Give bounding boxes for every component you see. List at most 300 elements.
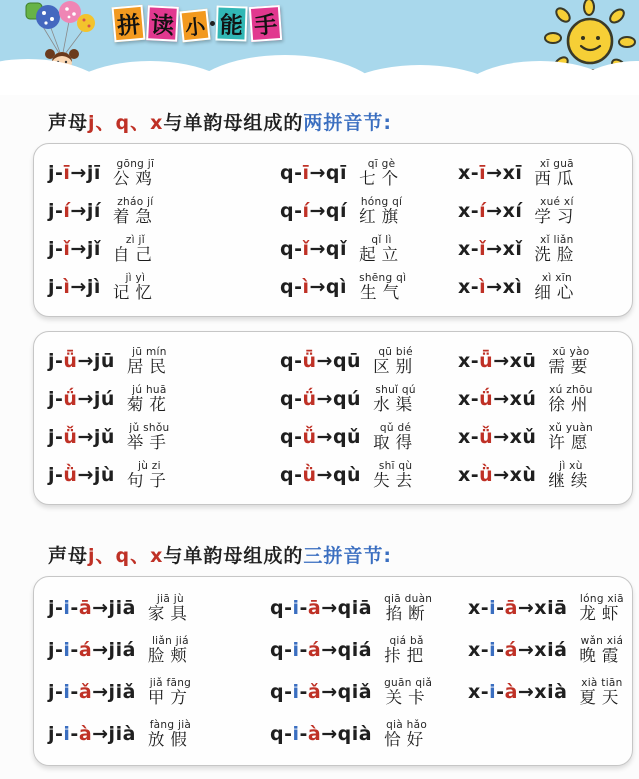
formula-segment: →qú — [316, 388, 362, 410]
vocab-pinyin: xì xīn — [541, 271, 572, 284]
title-separator-dot — [210, 21, 215, 26]
pinyin-cell — [270, 587, 468, 629]
syllable-formula — [48, 350, 115, 372]
syllable-formula — [280, 350, 361, 372]
formula-segment: ǐ — [479, 238, 487, 260]
vocab-hanzi: 放假 — [147, 730, 193, 749]
pinyin-cell — [458, 230, 634, 268]
vocab-word — [113, 273, 158, 302]
formula-segment: ī — [479, 162, 487, 184]
formula-segment: x- — [468, 597, 490, 619]
vocab-pinyin: jì xù — [559, 459, 583, 472]
formula-segment: i — [489, 597, 497, 619]
formula-segment: →qǔ — [316, 426, 362, 448]
formula-segment: →xù — [493, 464, 537, 486]
vocab-hanzi: 起立 — [359, 245, 405, 264]
pinyin-cell — [270, 713, 468, 755]
formula-segment: →xǐ — [486, 238, 523, 260]
page-header — [0, 0, 639, 95]
vocab-hanzi: 恰好 — [384, 730, 430, 749]
title-tile: 拼 — [112, 5, 146, 43]
pinyin-cell — [270, 629, 468, 671]
pinyin-cell — [48, 671, 270, 713]
formula-segment: i — [292, 639, 300, 661]
pinyin-cell — [48, 587, 270, 629]
heading-segment: 声母 — [48, 545, 89, 567]
syllable-formula — [48, 426, 115, 448]
pinyin-row — [48, 587, 632, 629]
formula-segment: j- — [48, 597, 64, 619]
vocab-pinyin: qià hǎo — [386, 718, 428, 731]
formula-segment: ǎ — [307, 681, 322, 703]
formula-segment: →jú — [77, 388, 115, 410]
syllable-formula — [458, 350, 536, 372]
formula-segment: q- — [270, 597, 293, 619]
formula-segment: á — [504, 639, 518, 661]
vocab-pinyin: lóng xiā — [579, 592, 624, 605]
vocab-pinyin: shī qù — [378, 459, 413, 472]
vocab-hanzi: 红旗 — [359, 207, 405, 226]
vocab-hanzi: 举手 — [126, 433, 172, 452]
formula-segment: j- — [48, 238, 64, 260]
vocab-hanzi: 区别 — [373, 357, 419, 376]
formula-segment: ì — [479, 276, 487, 298]
pinyin-cell — [280, 154, 458, 192]
syllable-formula — [48, 639, 136, 661]
formula-segment: q- — [280, 426, 303, 448]
vocab-word — [127, 423, 172, 452]
pinyin-row — [48, 230, 632, 268]
formula-segment: - — [70, 723, 79, 745]
syllable-formula — [280, 388, 361, 410]
syllable-formula — [458, 200, 522, 222]
vocab-word — [148, 720, 193, 749]
formula-segment: i — [63, 723, 71, 745]
vocab-word — [534, 197, 579, 226]
formula-segment: - — [496, 681, 505, 703]
formula-segment: j- — [48, 388, 64, 410]
vocab-pinyin: liǎn jiá — [151, 634, 189, 647]
vocab-pinyin: xué xí — [540, 195, 574, 208]
vocab-word — [579, 636, 624, 665]
vocab-pinyin: jiā jù — [156, 592, 184, 605]
formula-segment: →qū — [316, 350, 362, 372]
pinyin-cell — [48, 456, 280, 494]
formula-segment: ǘ — [63, 388, 78, 410]
vocab-word — [127, 385, 172, 414]
vocab-word — [127, 347, 172, 376]
vocab-word — [373, 347, 418, 376]
syllable-formula — [280, 238, 347, 260]
vocab-pinyin: jǔ shǒu — [129, 421, 170, 434]
pinyin-cell — [48, 380, 280, 418]
formula-segment: i — [63, 639, 71, 661]
syllable-formula — [270, 639, 372, 661]
pinyin-row — [48, 268, 632, 306]
heading-segment: 两拼音节: — [303, 112, 393, 134]
vocab-hanzi: 洗脸 — [534, 245, 580, 264]
vocab-hanzi: 记忆 — [112, 283, 158, 302]
formula-segment: →xǔ — [493, 426, 537, 448]
formula-segment: ā — [78, 597, 93, 619]
syllable-formula — [48, 276, 101, 298]
formula-segment: →jū — [77, 350, 115, 372]
pinyin-cell — [280, 456, 458, 494]
vocab-hanzi: 晚霞 — [579, 646, 625, 665]
pinyin-cell — [458, 192, 634, 230]
vocab-word — [534, 235, 579, 264]
vocab-word — [359, 235, 404, 264]
formula-segment: →xī — [486, 162, 523, 184]
heading-segment: 三拼音节: — [303, 545, 393, 567]
formula-segment: ì — [63, 276, 71, 298]
vocab-word — [113, 159, 158, 188]
formula-segment: →xiá — [517, 639, 568, 661]
pinyin-cell — [458, 268, 634, 306]
pinyin-row — [48, 671, 632, 713]
vocab-pinyin: xià tiān — [581, 676, 623, 689]
formula-segment: j- — [48, 426, 64, 448]
formula-segment: j- — [48, 681, 64, 703]
formula-segment: →qí — [309, 200, 348, 222]
formula-segment: q- — [270, 681, 293, 703]
vocab-pinyin: qǐ lì — [371, 233, 392, 246]
pinyin-cell — [468, 671, 634, 713]
vocab-pinyin: jù zi — [137, 459, 161, 472]
syllable-formula — [280, 200, 347, 222]
vocab-hanzi: 关卡 — [385, 688, 431, 707]
formula-segment: - — [299, 681, 308, 703]
formula-segment: →xiā — [517, 597, 568, 619]
formula-segment: →qià — [321, 723, 373, 745]
formula-segment: - — [496, 639, 505, 661]
formula-segment: x- — [468, 639, 490, 661]
vocab-hanzi: 菊花 — [126, 395, 172, 414]
vocab-hanzi: 自己 — [112, 245, 158, 264]
formula-segment: í — [479, 200, 487, 222]
formula-segment: ǚ — [479, 426, 494, 448]
syllable-formula — [468, 597, 567, 619]
formula-segment: à — [307, 723, 322, 745]
vocab-hanzi: 徐州 — [548, 395, 594, 414]
pinyin-cell — [280, 268, 458, 306]
vocab-pinyin: zì jǐ — [125, 233, 145, 246]
heading-segment: 声母 — [48, 112, 89, 134]
formula-segment: ǖ — [479, 350, 494, 372]
formula-segment: q- — [280, 464, 303, 486]
syllable-formula — [458, 238, 522, 260]
vocab-word — [579, 594, 624, 623]
vocab-hanzi: 甲方 — [147, 688, 193, 707]
vocab-hanzi: 夏天 — [579, 688, 625, 707]
vocab-word — [579, 678, 624, 707]
syllable-formula — [468, 639, 567, 661]
syllable-formula — [458, 388, 536, 410]
pinyin-cell — [48, 230, 280, 268]
title-tile: 小 — [179, 9, 210, 43]
vocab-hanzi: 西瓜 — [534, 169, 580, 188]
vocab-word — [373, 423, 418, 452]
formula-segment: →xí — [486, 200, 523, 222]
formula-segment: - — [70, 681, 79, 703]
vocab-hanzi: 取得 — [373, 433, 419, 452]
formula-segment: i — [292, 597, 300, 619]
vocab-pinyin: jú huā — [132, 383, 167, 396]
formula-segment: →jì — [70, 276, 101, 298]
formula-segment: ǎ — [78, 681, 93, 703]
vocab-word — [148, 636, 193, 665]
pinyin-cell — [48, 629, 270, 671]
formula-segment: →xú — [493, 388, 537, 410]
vocab-word — [548, 423, 593, 452]
syllable-formula — [280, 426, 361, 448]
vocab-pinyin: gōng jī — [116, 157, 155, 170]
vocab-word — [148, 594, 193, 623]
formula-segment: ī — [63, 162, 71, 184]
vocab-hanzi: 拤把 — [384, 646, 430, 665]
title-badge — [113, 6, 281, 41]
formula-segment: ǖ — [63, 350, 78, 372]
pinyin-row — [48, 629, 632, 671]
formula-segment: x- — [458, 464, 480, 486]
vocab-pinyin: qī gè — [367, 157, 396, 170]
pinyin-cell — [48, 154, 280, 192]
formula-segment: →jǔ — [77, 426, 115, 448]
pinyin-row — [48, 154, 632, 192]
pinyin-row — [48, 418, 632, 456]
syllable-formula — [48, 200, 101, 222]
pinyin-cell — [48, 418, 280, 456]
pinyin-cell — [458, 380, 634, 418]
syllable-formula — [280, 276, 347, 298]
formula-segment: x- — [458, 276, 480, 298]
vocab-word — [113, 235, 158, 264]
formula-segment: q- — [270, 639, 293, 661]
vocab-hanzi: 脸颊 — [147, 646, 193, 665]
vocab-hanzi: 学习 — [534, 207, 580, 226]
vocab-word — [359, 159, 404, 188]
pinyin-cell — [48, 268, 280, 306]
formula-segment: x- — [468, 681, 490, 703]
syllable-formula — [458, 426, 536, 448]
formula-segment: →jī — [70, 162, 101, 184]
formula-segment: - — [70, 597, 79, 619]
formula-segment: ī — [302, 162, 310, 184]
formula-segment: →jià — [92, 723, 136, 745]
syllable-formula — [270, 723, 372, 745]
pinyin-cell — [48, 342, 280, 380]
vocab-pinyin: shēng qì — [359, 271, 407, 284]
formula-segment: →qiá — [321, 639, 373, 661]
formula-segment: á — [78, 639, 93, 661]
vocab-pinyin: shuǐ qú — [375, 383, 416, 396]
formula-segment: →jiá — [92, 639, 136, 661]
cloud-band — [0, 43, 639, 95]
formula-segment: x- — [458, 200, 480, 222]
formula-segment: x- — [458, 426, 480, 448]
pinyin-box — [33, 331, 633, 505]
formula-segment: j- — [48, 276, 64, 298]
vocab-word — [384, 594, 432, 623]
formula-segment: j- — [48, 639, 64, 661]
syllable-formula — [48, 388, 115, 410]
formula-segment: →jí — [70, 200, 101, 222]
title-tile: 手 — [249, 5, 282, 42]
pinyin-cell — [458, 418, 634, 456]
formula-segment: i — [63, 681, 71, 703]
formula-segment: - — [299, 597, 308, 619]
formula-segment: q- — [280, 162, 303, 184]
syllable-formula — [270, 597, 372, 619]
pinyin-cell — [48, 713, 270, 755]
pinyin-cell — [468, 587, 634, 629]
pinyin-box — [33, 576, 633, 766]
formula-segment: - — [299, 639, 308, 661]
vocab-pinyin: xī guā — [539, 157, 574, 170]
pinyin-cell — [280, 380, 458, 418]
formula-segment: q- — [280, 238, 303, 260]
vocab-pinyin: qiá bǎ — [389, 634, 424, 647]
vocab-word — [359, 273, 406, 302]
vocab-word — [373, 385, 418, 414]
pinyin-cell — [280, 230, 458, 268]
formula-segment: →jǐ — [70, 238, 101, 260]
formula-segment: - — [70, 639, 79, 661]
section-heading — [48, 108, 639, 135]
pinyin-row — [48, 192, 632, 230]
section-heading — [48, 541, 639, 568]
pinyin-cell — [458, 342, 634, 380]
vocab-pinyin: wǎn xiá — [580, 634, 624, 647]
vocab-pinyin: guān qiǎ — [384, 676, 433, 689]
syllable-formula — [48, 162, 101, 184]
formula-segment: ǚ — [302, 426, 317, 448]
formula-segment: q- — [280, 276, 303, 298]
syllable-formula — [280, 162, 347, 184]
vocab-pinyin: qiā duàn — [384, 592, 433, 605]
syllable-formula — [48, 723, 136, 745]
vocab-pinyin: xǐ liǎn — [540, 233, 574, 246]
formula-segment: ǚ — [63, 426, 78, 448]
heading-segment: j、q、x — [88, 112, 164, 134]
formula-segment: q- — [280, 388, 303, 410]
formula-segment: ǘ — [479, 388, 494, 410]
formula-segment: →xià — [517, 681, 568, 703]
syllable-formula — [48, 597, 136, 619]
formula-segment: j- — [48, 350, 64, 372]
vocab-hanzi: 居民 — [126, 357, 172, 376]
formula-segment: →qì — [309, 276, 348, 298]
formula-segment: ā — [307, 597, 322, 619]
formula-segment: x- — [458, 238, 480, 260]
pinyin-box — [33, 143, 633, 317]
syllable-formula — [48, 238, 101, 260]
formula-segment: ǖ — [302, 350, 317, 372]
title-tile: 能 — [215, 5, 247, 41]
vocab-pinyin: xú zhōu — [549, 383, 593, 396]
formula-segment: →qiǎ — [321, 681, 373, 703]
formula-segment: ǜ — [479, 464, 494, 486]
formula-segment: →jiǎ — [92, 681, 136, 703]
vocab-word — [359, 197, 404, 226]
vocab-word — [127, 461, 172, 490]
vocab-pinyin: jū mín — [132, 345, 167, 358]
formula-segment: ǜ — [63, 464, 78, 486]
syllable-formula — [458, 464, 536, 486]
formula-segment: x- — [458, 162, 480, 184]
pinyin-cell — [270, 671, 468, 713]
formula-segment: í — [63, 200, 71, 222]
heading-segment: j、q、x — [88, 545, 164, 567]
vocab-hanzi: 句子 — [126, 471, 172, 490]
formula-segment: q- — [270, 723, 293, 745]
syllable-formula — [468, 681, 567, 703]
vocab-hanzi: 需要 — [548, 357, 594, 376]
vocab-word — [534, 273, 579, 302]
vocab-hanzi: 家具 — [147, 604, 193, 623]
pinyin-cell — [280, 418, 458, 456]
vocab-pinyin: jì yì — [125, 271, 146, 284]
formula-segment: j- — [48, 162, 64, 184]
vocab-word — [534, 159, 579, 188]
formula-segment: →jiā — [92, 597, 136, 619]
vocab-pinyin: jiǎ fāng — [149, 676, 192, 689]
formula-segment: ǘ — [302, 388, 317, 410]
worksheet-body — [0, 108, 639, 766]
vocab-word — [148, 678, 193, 707]
vocab-hanzi: 细心 — [534, 283, 580, 302]
pinyin-cell — [280, 192, 458, 230]
pinyin-cell — [48, 192, 280, 230]
vocab-hanzi: 公鸡 — [112, 169, 158, 188]
vocab-hanzi: 七个 — [359, 169, 405, 188]
vocab-word — [548, 385, 593, 414]
pinyin-row — [48, 342, 632, 380]
vocab-pinyin: qǔ dé — [379, 421, 412, 434]
formula-segment: ā — [504, 597, 518, 619]
formula-segment: i — [63, 597, 71, 619]
formula-segment: j- — [48, 200, 64, 222]
formula-segment: - — [299, 723, 308, 745]
pinyin-cell — [280, 342, 458, 380]
vocab-pinyin: xǔ yuàn — [548, 421, 594, 434]
formula-segment: i — [489, 639, 497, 661]
vocab-hanzi: 许愿 — [548, 433, 594, 452]
formula-segment: à — [78, 723, 93, 745]
vocab-hanzi: 水渠 — [373, 395, 419, 414]
formula-segment: í — [302, 200, 310, 222]
syllable-formula — [458, 276, 522, 298]
formula-segment: →qǐ — [309, 238, 348, 260]
pinyin-row — [48, 713, 632, 755]
vocab-word — [113, 197, 158, 226]
vocab-word — [384, 678, 432, 707]
formula-segment: j- — [48, 723, 64, 745]
formula-segment: →xū — [493, 350, 537, 372]
syllable-formula — [458, 162, 522, 184]
title-tile: 读 — [146, 5, 179, 42]
formula-segment: q- — [280, 350, 303, 372]
vocab-hanzi: 继续 — [548, 471, 594, 490]
pinyin-cell — [458, 154, 634, 192]
formula-segment: - — [496, 597, 505, 619]
formula-segment: →qiā — [321, 597, 373, 619]
vocab-word — [384, 636, 429, 665]
formula-segment: ǐ — [302, 238, 310, 260]
vocab-pinyin: zháo jí — [117, 195, 154, 208]
formula-segment: →jù — [77, 464, 115, 486]
vocab-word — [373, 461, 418, 490]
